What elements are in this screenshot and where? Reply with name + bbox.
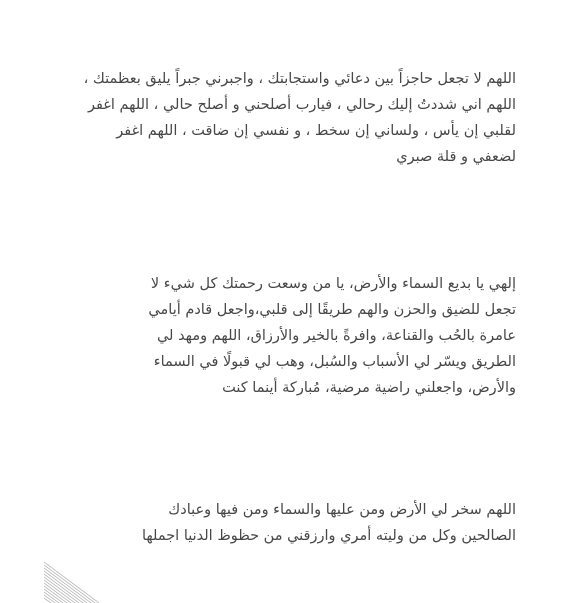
text-line: عامرة بالحُب والقناعة، وافرةً بالخير والأرزاق، اللهم ومهد لي <box>156 328 516 344</box>
text-line: إلهي يا بديع السماء والأرض، يا من وسعت رحمتك كل شيء لا <box>150 276 516 292</box>
prayer-paragraph-2 <box>86 271 516 401</box>
text-line: اللهم سخر لي الأرض ومن عليها والسماء ومن فيها وعبادك <box>168 502 516 518</box>
text-line: الطريق ويسّر لي الأسباب والسُبل، وهب لي قبولًا في السماء <box>153 354 516 370</box>
diagonal-lines-ornament-icon <box>44 560 104 603</box>
text-line: اللهم لا تجعل حاجزاً بين دعائي واستجابتك ، واجبرني جبراً يليق بعظمتك ، <box>83 71 516 87</box>
text-line: والأرض، واجعلني راضية مرضية، مُباركة أينما كنت <box>222 380 516 396</box>
text-line: لقلبي إن يأس ، ولساني إن سخط ، و نفسي إن ضاقت ، اللهم اغفر <box>116 123 516 139</box>
prayer-paragraph-3 <box>86 497 516 549</box>
text-line: لضعفي و قلة صبري <box>396 149 516 165</box>
prayer-paragraph-1 <box>83 66 516 170</box>
text-line: تجعل للضيق والحزن والهم طريقًا إلى قلبي،واجعل قادم أيامي <box>148 302 516 318</box>
text-line: اللهم اني شددتُ إليك رحالي ، فيارب أصلحني و أصلح حالي ، اللهم اغفر <box>87 97 516 113</box>
text-line: الصالحين وكل من وليته أمري وارزقني من حظوظ الدنيا اجملها <box>141 528 516 544</box>
